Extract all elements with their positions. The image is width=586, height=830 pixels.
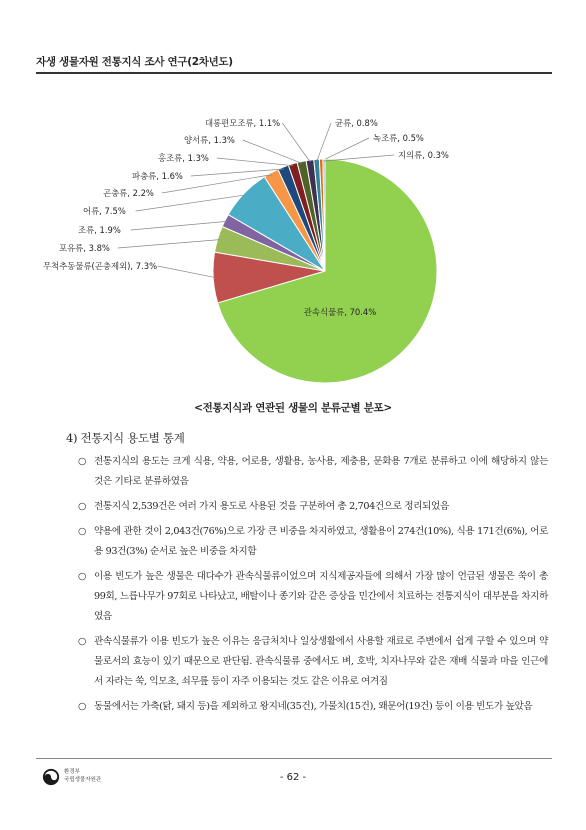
- pie-slice-label: 관속식물류, 70.4%: [303, 307, 377, 317]
- pie-slice-label: 무척추동물류(곤충제외), 7.3%: [43, 261, 158, 271]
- bullet-text: 전통지식의 용도는 크게 식용, 약용, 어로용, 생활용, 농사용, 제충용, 문화용 7개로 분류하고 이에 해당하지 않는 것은 기타로 분류하였음: [94, 456, 548, 487]
- header-divider: [36, 72, 552, 74]
- pie-chart-svg: [40, 95, 550, 395]
- footer-org-line1: 환경부: [64, 769, 80, 775]
- bullet-mark: ○: [78, 456, 87, 467]
- footer-org-line2: 국립생물자원관: [64, 777, 102, 783]
- pie-slice-label: 균류, 0.8%: [335, 118, 378, 128]
- pie-slice-label: 곤충류, 2.2%: [103, 188, 154, 198]
- pie-slice-label: 녹조류, 0.5%: [373, 133, 424, 143]
- pie-slice-label: 대롱편모조류, 1.1%: [205, 118, 281, 128]
- bullet-item: [78, 497, 548, 517]
- bullet-item: [78, 522, 548, 562]
- pie-leader-line: [217, 158, 294, 166]
- bullet-item: [78, 632, 548, 692]
- bullet-text: 관속식물류가 이용 빈도가 높은 이유는 응급처치나 일상생활에서 사용할 재료로 주변에서 쉽게 구할 수 있으며 약물로서의 효능이 있기 때문으로 판단됨. 관속식물류 중에서도 벼, 호박, 치자나무와 같은 재배 식물과 마을 인근에서 자라는 쑥, 익모초, 쇠무릎 등이 자주 이용되는 것도 같은 이유로 여겨짐: [94, 636, 548, 687]
- pie-slice-label: 파충류, 1.6%: [132, 171, 183, 181]
- pie-chart: [40, 95, 550, 395]
- pie-leader-line: [243, 140, 302, 163]
- pie-slice-label: 조류, 1.9%: [78, 225, 121, 235]
- section-title: 4) 전통지식 용도별 통계: [66, 431, 185, 445]
- bullet-mark: ○: [78, 526, 87, 537]
- bullet-text: 약용에 관한 것이 2,043건(76%)으로 가장 큰 비중을 차지하였고, 생활용이 274건(10%), 식용 171건(6%), 어로용 93건(3%) 순서로 높은 비중을 차지함: [94, 526, 548, 557]
- pie-slice-label: 어류, 7.5%: [83, 206, 126, 216]
- bullet-text: 전통지식 2,539건은 여러 가지 용도로 사용된 것을 구분하여 총 2,704건으로 정리되었음: [94, 501, 449, 512]
- page-number: - 62 -: [279, 772, 307, 783]
- pie-leader-line: [324, 155, 394, 161]
- pie-slice-label: 포유류, 3.8%: [59, 243, 110, 253]
- footer-divider: [36, 758, 552, 759]
- pie-leader-line: [282, 123, 310, 162]
- bullet-mark: ○: [78, 701, 87, 712]
- bullet-mark: ○: [78, 501, 87, 512]
- pie-leader-line: [317, 123, 331, 161]
- document-header-title: 자생 생물자원 전통지식 조사 연구(2차년도): [36, 56, 233, 68]
- pie-leader-line: [131, 221, 227, 230]
- pie-leader-line: [158, 266, 216, 278]
- pie-leader-line: [118, 240, 220, 248]
- chart-caption: <전통지식과 연관된 생물의 분류군별 분포>: [194, 402, 392, 414]
- bullet-list: [78, 452, 548, 722]
- bullet-mark: ○: [78, 571, 87, 582]
- pie-slice-label: 양서류, 1.3%: [184, 135, 235, 145]
- bullet-text: 동물에서는 가축(닭, 돼지 등)을 제외하고 왕지네(35건), 가물치(15건), 왜문어(19건) 등이 이용 빈도가 높았음: [94, 701, 533, 712]
- bullet-mark: ○: [78, 636, 87, 647]
- pie-slice-label: 홍조류, 1.3%: [158, 153, 209, 163]
- bullet-item: [78, 567, 548, 627]
- bullet-text: 이용 빈도가 높은 생물은 대다수가 관속식물류이었으며 지식제공자들에 의해서 가장 많이 언급된 생물은 쑥이 총 99회, 느릅나무가 97회로 나타났고, 배탈이나 종기와 같은 증상을 민간에서 치료하는 전통지식이 대부분을 차지하였음: [94, 571, 548, 622]
- bullet-item: [78, 452, 548, 492]
- bullet-item: [78, 697, 548, 717]
- pie-slice-label: 지의류, 0.3%: [398, 150, 449, 160]
